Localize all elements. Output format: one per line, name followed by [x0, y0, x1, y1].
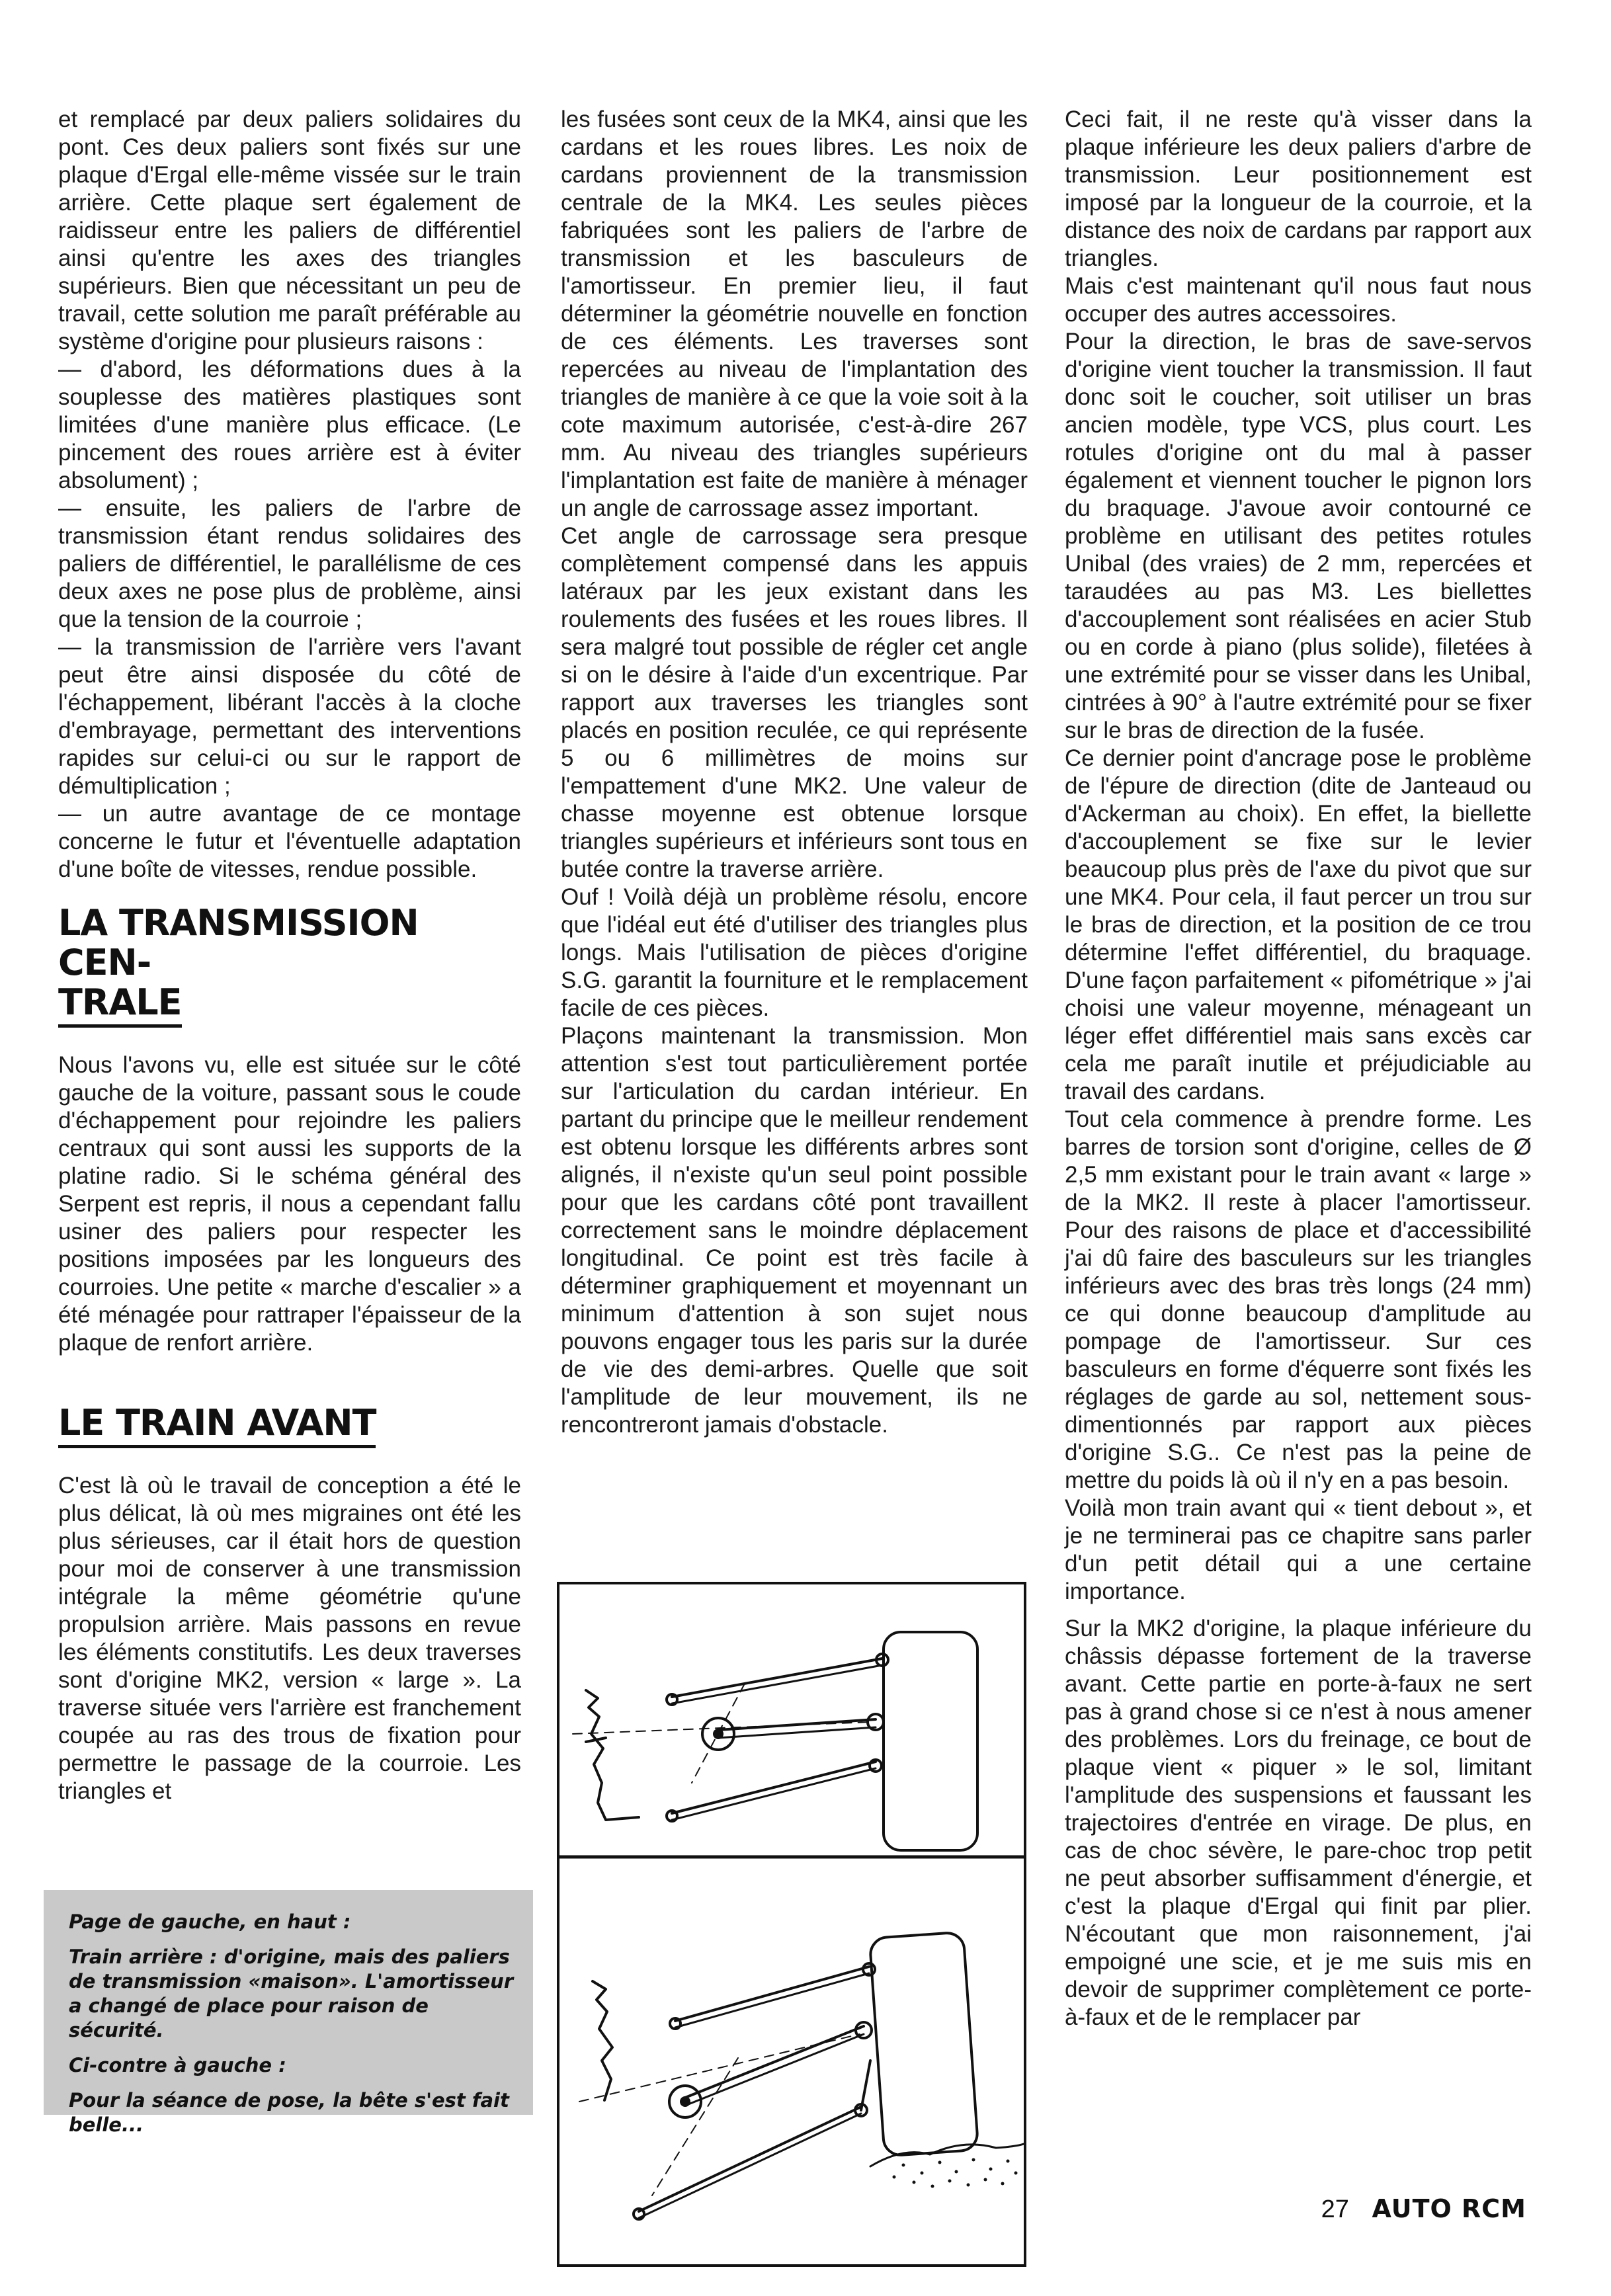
upper-arm — [675, 1967, 869, 2021]
paragraph: Plaçons maintenant la transmission. Mon attention s'est tout particulièrement portée sur l'articulation du cardan intérieur. En partant du principe que le meilleur rendement est obtenu lorsque les différents arbres sont alignés, il n'existe qu'un seul point possible pour que les cardans côté pont travaillent correctement sans le moindre déplacement longitudinal. Ce point est très facile à déterminer graphiquement et moyennant un minimum d'attention à son sujet nous pouvons engager tous les paris sur la durée de vie des demi-arbres. Quelle que soit l'amplitude de leur mouvement, ils ne rencontreront jamais d'obstacle. — [561, 1023, 1028, 1438]
ground-terrain — [870, 2144, 1024, 2166]
drive-shaft — [685, 2026, 864, 2098]
paragraph: les fusées sont ceux de la MK4, ainsi que les cardans et les roues libres. Les noix de cardans proviennent de la transmission centrale de la MK4. Les seules pièces fabriquées sont les paliers de l'arbre de transmission et les basculeurs de l'amortisseur. En premier lieu, il faut déterminer la géométrie nouvelle en fonction de ces éléments. Les traverses sont repercées au niveau de l'implantation des triangles de manière à ce que la voie soit à la cote maximum autorisée, c'est-à-dire 267 mm. Au niveau des triangles supérieurs l'implantation est faite de manière à ménager un angle de carrossage assez important. — [561, 106, 1028, 521]
lower-arm — [672, 1762, 876, 1813]
caption-text-1: Train arrière : d'origine, mais des paliers de transmission «maison». L'amortisseur a changé de place pour raison de sécurité. — [69, 1946, 514, 2041]
page-footer — [1321, 2194, 1526, 2224]
paragraph: Ceci fait, il ne reste qu'à visser dans la plaque inférieure les deux paliers d'arbre de transmission. Leur positionnement est imposé par la longueur de la courroie, et la distance des noix de cardans par rapport aux triangles. — [1065, 106, 1532, 271]
page-number: 27 — [1321, 2195, 1349, 2223]
column-1 — [58, 106, 521, 1805]
paragraph: C'est là où le travail de conception a été le plus délicat, là où mes migraines ont été les plus sérieuses, car il était hors de question pour moi de conserver à une transmission intégrale la même géométrie qu'une propulsion arrière. Mais passons en revue les éléments constitutifs. Les deux traverses sont d'origine MK2, version « large ». La traverse située vers l'arrière est franchement coupée au ras des trous de fixation pour permettre le passage de la courroie. Les triangles et — [58, 1473, 521, 1804]
lower-arm — [639, 2107, 861, 2211]
paragraph: — ensuite, les paliers de l'arbre de transmission étant rendus solidaires des paliers de différentiel, le parallélisme de ces deux axes ne pose plus de problème, ainsi que la tension de la courroie ; — [58, 495, 521, 632]
paragraph: Mais c'est maintenant qu'il nous faut nous occuper des autres accessoires. — [1065, 273, 1532, 327]
heading-text: LE TRAIN AVANT — [58, 1402, 376, 1448]
magazine-name: AUTO RCM — [1372, 2194, 1526, 2223]
paragraph: Pour la direction, le bras de save-servos d'origine vient toucher la transmission. Il faut donc soit le coucher, soit utiliser un bras ancien modèle, type VCS, plus court. Les rotules d'origine ont du mal à passer également et viennent toucher le pignon lors du braquage. J'avoue avoir contourné ce problème en utilisant des petites rotules Unibal (des vraies) de 2 mm, repercées et taraudées au pas M3. Les biellettes d'accouplement sont réalisées en acier Stub ou en corde à piano (plus solide), filetées à une extrémité pour se visser dans les Unibal, cintrées à 90° à l'autre extrémité pour se fixer sur le bras de direction de la fusée. — [1065, 329, 1532, 743]
wheel — [870, 1932, 979, 2156]
section-heading-transmission — [58, 903, 521, 1022]
top-diagram — [559, 1632, 1024, 1857]
upper-arm — [672, 1659, 882, 1697]
caption-text-2: Pour la séance de pose, la bête s'est fait belle... — [69, 2089, 509, 2136]
paragraph: Ouf ! Voilà déjà un problème résolu, encore que l'idéal eut été d'utiliser des triangles plus longs. Mais l'utilisation de pièces d'origine S.G. garantit la fourniture et le remplacement facile de ces pièces. — [561, 884, 1028, 1021]
chassis-outline — [586, 1690, 639, 1820]
photo-caption-box — [44, 1890, 533, 2136]
chassis-outline — [593, 1981, 612, 2100]
suspension-diagram-figure — [557, 1582, 1026, 2267]
column-3 — [1065, 106, 1532, 2031]
paragraph: Ce dernier point d'ancrage pose le problème de l'épure de direction (dite de Janteaud ou d'Ackerman au choix). En effet, la biellette d'accouplement se fixe sur le levier beaucoup plus près de l'axe du pivot que sur une MK4. Pour cela, il faut percer un trou sur le bras de direction, et la position de ce trou détermine l'effet différentiel, du braquage. D'une façon parfaitement « pifométrique » j'ai choisi une valeur moyenne, ménageant un léger effet différentiel mais sans excès car cela me paraît inutile et préjudiciable au travail des cardans. — [1065, 745, 1532, 1104]
shock-absorber — [861, 2061, 870, 2110]
suspension-diagram — [559, 1584, 1024, 2264]
section-heading-train-avant — [58, 1403, 521, 1443]
paragraph: Tout cela commence à prendre forme. Les barres de torsion sont d'origine, celles de Ø 2,5 mm existant pour le train avant « large » de la MK2. Il reste à placer l'amortisseur. Pour des raisons de place et d'accessibilité j'ai dû faire des basculeurs sur les triangles inférieurs avec des bras très longs (24 mm) ce qui donne beaucoup d'amplitude au pompage de l'amortisseur. Sur ces basculeurs en forme d'équerre sont fixés les réglages de garde au sol, nettement sous-dimentionnés par rapport aux pièces d'origine S.G.. Ce n'est pas la peine de mettre du poids là où il n'y en a pas besoin. — [1065, 1106, 1532, 1493]
paragraph: — la transmission de l'arrière vers l'avant peut être ainsi disposée du côté de l'échappement, libérant l'accès à la cloche d'embrayage, permettant des interventions rapides sur celui-ci ou sur le rapport de démultiplication ; — [58, 634, 521, 799]
caption-label-2: Ci-contre à gauche : — [69, 2054, 286, 2076]
paragraph: — d'abord, les déformations dues à la souplesse des matières plastiques sont limitées d'une manière plus efficace. (Le pincement des roues arrière est à éviter absolument) ; — [58, 356, 521, 493]
wheel — [884, 1632, 977, 1850]
paragraph: — un autre avantage de ce montage concerne le futur et l'éventuelle adaptation d'une boîte de vitesses, rendue possible. — [58, 801, 521, 882]
column-2 — [561, 106, 1028, 1439]
paragraph: Nous l'avons vu, elle est située sur le côté gauche de la voiture, passant sous le coude d'échappement pour rejoindre les paliers centraux qui sont aussi les supports de la platine radio. Si le schéma général des Serpent est repris, il nous a cependant fallu usiner des paliers pour respecter les positions imposées par les longueurs des courroies. Une petite « marche d'escalier » a été ménagée pour rattraper l'épaisseur de la plaque de renfort arrière. — [58, 1052, 521, 1356]
paragraph: Sur la MK2 d'origine, la plaque inférieure du châssis dépasse fortement de la traverse avant. Cette partie en porte-à-faux ne sert pas à grand chose si ce n'est à nous amener des problèmes. Lors du freinage, ce bout de plaque vient « piquer » le sol, limitant l'amplitude des suspensions et faussant les trajectoires d'entrée en virage. De plus, en cas de choc sévère, le pare-choc trop petit ne peut absorber suffisamment d'énergie, et c'est la plaque d'Ergal qui finit par plier. N'écoutant que mon raisonnement, j'ai empoigné une scie, et je me suis mis en devoir de supprimer complètement ce porte-à-faux et de le remplacer par — [1065, 1616, 1532, 2030]
paragraph: Cet angle de carrossage sera presque complètement compensé dans les appuis latéraux par les jeux existant dans les roulements des fusées et les roues libres. Il sera malgré tout possible de régler cet angle si on le désire à l'aide d'un excentrique. Par rapport aux traverses les triangles sont placés en position reculée, ce qui représente 5 ou 6 millimètres de moins sur l'empattement d'une MK2. Une valeur de chasse moyenne est obtenue lorsque triangles supérieurs et inférieurs sont tous en butée contre la traverse arrière. — [561, 523, 1028, 882]
terrain-dots — [893, 2158, 1018, 2188]
caption-label-1: Page de gauche, en haut : — [69, 1910, 351, 1933]
paragraph: et remplacé par deux paliers solidaires du pont. Ces deux paliers sont fixés sur une plaque d'Ergal elle-même vissée sur le train arrière. Cette plaque sert également de raidisseur entre les paliers de différentiel ainsi qu'entre les axes des triangles supérieurs. Bien que nécessitant un peu de travail, cette solution me paraît préférable au système d'origine pour plusieurs raisons : — [58, 106, 521, 354]
heading-line-1: LA TRANSMISSION CEN- — [58, 902, 419, 983]
paragraph: Voilà mon train avant qui « tient debout », et je ne terminerai pas ce chapitre sans parler d'un petit détail qui a une certaine importance. — [1065, 1495, 1532, 1604]
bottom-diagram — [579, 1932, 1024, 2219]
heading-line-2: TRALE — [58, 981, 182, 1028]
